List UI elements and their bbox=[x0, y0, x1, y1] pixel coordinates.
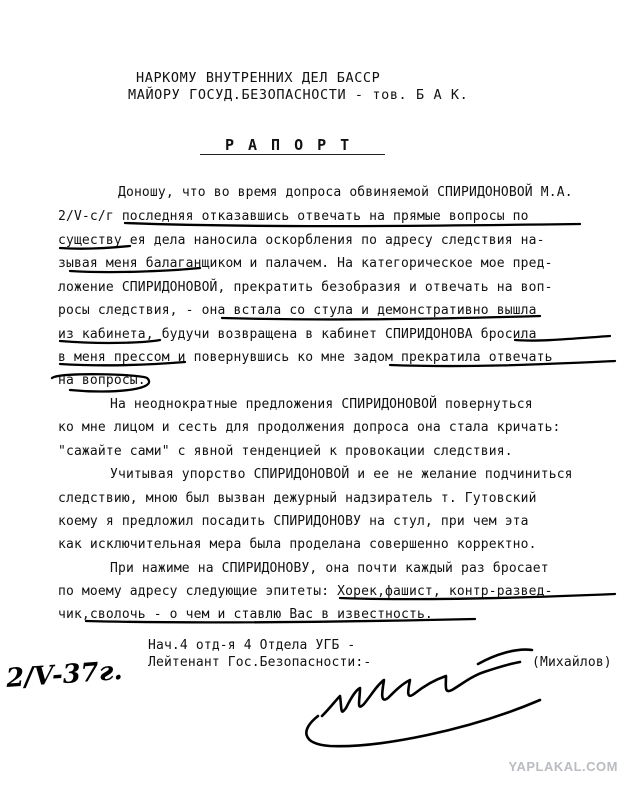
signature-position-line-1: Нач.4 отд-я 4 Отдела УГБ - bbox=[148, 638, 356, 653]
body-line: существу ея дела наносила оскорбления по адресу следствия на- bbox=[58, 233, 545, 248]
underline-mark bbox=[340, 594, 615, 599]
body-line: зывая меня балаганщиком и палачем. На категорическое мое пред- bbox=[58, 256, 553, 271]
underline-mark bbox=[60, 340, 160, 343]
addressee-line-1: НАРКОМУ ВНУТРЕННИХ ДЕЛ БАССР bbox=[136, 70, 381, 86]
signatory-name: (Михайлов) bbox=[532, 655, 612, 670]
document-title: РАПОРТ bbox=[225, 136, 364, 154]
underline-mark bbox=[125, 223, 580, 226]
body-line: на вопросы. bbox=[58, 373, 146, 388]
body-line: При нажиме на СПИРИДОНОВУ, она почти каждый раз бросает bbox=[110, 561, 549, 576]
body-line: в меня прессом и повернувшись ко мне задом прекратила отвечать bbox=[58, 350, 553, 365]
underline-mark bbox=[60, 246, 130, 249]
underline-mark bbox=[390, 361, 615, 366]
signature-position-line-2: Лейтенант Гос.Безопасности:- bbox=[148, 655, 372, 670]
underline-mark bbox=[60, 362, 185, 365]
underline-mark bbox=[70, 268, 200, 272]
handwritten-signature bbox=[306, 650, 540, 747]
underline-mark bbox=[222, 316, 540, 319]
addressee-line-2: МАЙОРУ ГОСУД.БЕЗОПАСНОСТИ - тов. Б А К. bbox=[128, 87, 469, 103]
handwritten-date: 2/V-37г. bbox=[5, 655, 124, 695]
body-line: Доношу, что во время допроса обвиняемой СПИРИДОНОВОЙ М.А. bbox=[118, 185, 573, 200]
body-line: На неоднократные предложения СПИРИДОНОВОЙ повернуться bbox=[110, 397, 533, 412]
body-line: 2/V-с/г последняя отказавшись отвечать на прямые вопросы по bbox=[58, 209, 529, 224]
body-line: чик,сволочь - о чем и ставлю Вас в известность. bbox=[58, 607, 433, 622]
body-line: ко мне лицом и сесть для продолжения допроса она стала кричать: bbox=[58, 420, 561, 435]
body-line: ложение СПИРИДОНОВОЙ, прекратить безобразия и отвечать на воп- bbox=[58, 280, 553, 295]
body-line: как исключительная мера была проделана совершенно корректно. bbox=[58, 537, 537, 552]
body-line: "сажайте сами" с явной тенденцией к провокации следствия. bbox=[58, 444, 513, 459]
body-line: следствию, мною был вызван дежурный надзиратель т. Гутовский bbox=[58, 491, 537, 506]
body-line: по моему адресу следующие эпитеты: Хорек,фашист, контр-развед- bbox=[58, 584, 553, 599]
body-line: коему я предложил посадить СПИРИДОНОВУ на стул, при чем эта bbox=[58, 514, 529, 529]
underline-mark bbox=[52, 374, 149, 391]
body-line: из кабинета, будучи возвращена в кабинет СПИРИДОНОВА бросила bbox=[58, 327, 537, 342]
body-line: росы следствия, - она встала со стула и демонстративно вышла bbox=[58, 303, 537, 318]
watermark-text: YAPLAKAL.COM bbox=[508, 759, 618, 774]
body-line: Учитывая упорство СПИРИДОНОВОЙ и ее не желание подчиниться bbox=[110, 467, 573, 482]
underline-mark bbox=[515, 336, 610, 341]
underline-mark bbox=[86, 619, 475, 622]
